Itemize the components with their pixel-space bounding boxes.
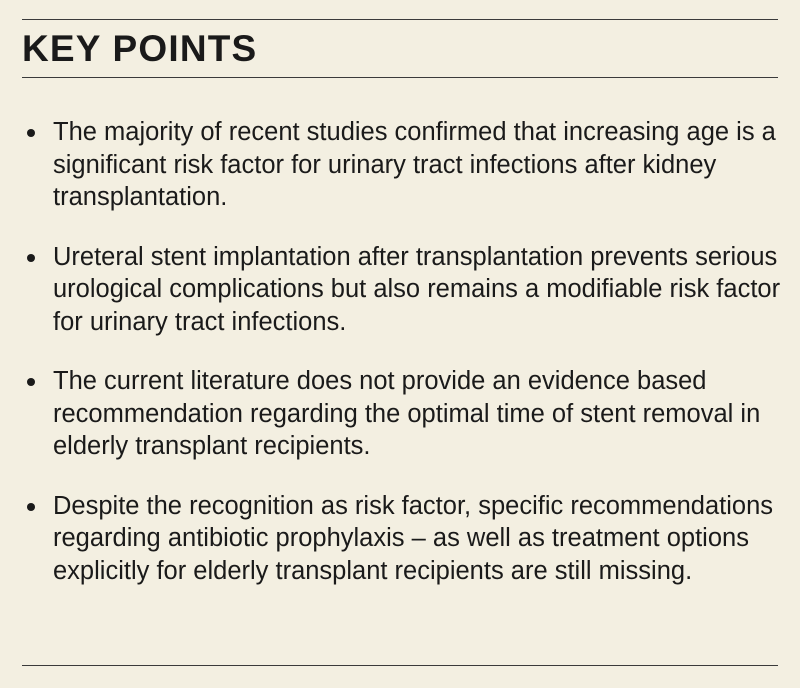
title-divider (22, 77, 778, 78)
key-point-text: The majority of recent studies confirmed that increasing age is a significant risk factor for urinary tract infections after kidney transplantation. (53, 118, 776, 211)
key-point-text: Ureteral stent implantation after transplantation prevents serious urological complications but also remains a modifiable risk factor for urinary tract infections. (53, 242, 781, 336)
top-rule (22, 19, 778, 20)
key-point-text: Despite the recognition as risk factor, specific recommendations regarding antibiotic prophylaxis – as well as treatment options explicitly for elderly transplant recipients are still missing. (53, 491, 774, 585)
bullet-icon (27, 503, 35, 511)
bullet-icon (27, 129, 35, 137)
bullet-icon (27, 378, 35, 386)
bullet-icon (27, 254, 35, 262)
key-points-title: KEY POINTS (22, 28, 258, 69)
key-point-item (22, 241, 782, 339)
key-point-item (22, 490, 782, 588)
bottom-rule (22, 665, 778, 666)
key-point-item (22, 116, 782, 214)
key-point-item (22, 365, 782, 463)
key-points-list (22, 116, 782, 587)
key-point-text: The current literature does not provide an evidence based recommendation regarding the optimal time of stent removal in elderly transplant recipients. (53, 367, 761, 460)
